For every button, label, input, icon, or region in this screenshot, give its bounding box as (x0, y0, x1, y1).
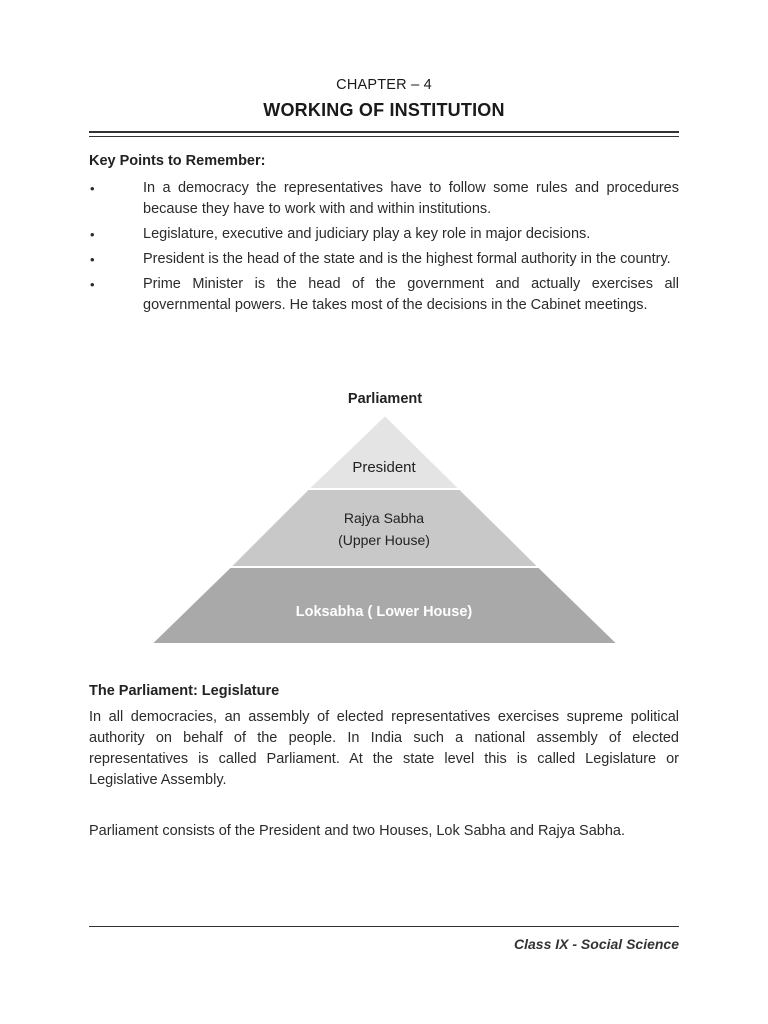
parliament-paragraph-2: Parliament consists of the President and two Houses, Lok Sabha and Rajya Sabha. (89, 823, 626, 839)
parliament-pyramid-diagram (140, 385, 630, 655)
chapter-title: WORKING OF INSTITUTION (263, 100, 505, 120)
bullet-icon: • (90, 277, 95, 292)
key-point-text: Prime Minister is the head of the government and actually exercises all governmental powers. He takes most of the decisions in the Cabinet meetings. (143, 276, 679, 313)
tier-label-lok-sabha: Loksabha ( Lower House) (295, 604, 473, 620)
key-point-item (89, 224, 679, 245)
bullet-icon: • (90, 227, 95, 242)
parliament-paragraph-1: In all democracies, an assembly of elected representatives exercises supreme political authority on behalf of the people. In India such a national assembly of elected representatives is called Parliament. At the state level this is called Legislature or Legislative Assembly. (89, 709, 679, 788)
header-rule-thin (89, 136, 679, 137)
pyramid-tier-president (308, 415, 460, 489)
chapter-number: CHAPTER – 4 (336, 77, 432, 93)
key-point-text: In a democracy the representatives have to follow some rules and procedures because they have to work with and within institutions. (143, 180, 679, 217)
key-point-text: Legislature, executive and judiciary play a key role in major decisions. (143, 226, 591, 242)
key-point-item (89, 178, 679, 220)
key-point-item (89, 274, 679, 316)
bullet-icon: • (90, 181, 95, 196)
pyramid-tier-rajya-sabha (230, 489, 539, 567)
diagram-title: Parliament (347, 391, 423, 407)
tier-label-president: President (352, 459, 416, 476)
bullet-icon: • (90, 252, 95, 267)
parliament-section-heading: The Parliament: Legislature (89, 683, 280, 699)
key-points-heading: Key Points to Remember: (89, 153, 266, 169)
footer-label: Class IX - Social Science (514, 936, 679, 952)
key-point-text: President is the head of the state and is the highest formal authority in the country. (143, 251, 671, 267)
footer-rule (89, 926, 679, 927)
key-point-item (89, 249, 679, 270)
header-rule-thick (89, 131, 679, 133)
tier-label-rajya-sabha: Rajya Sabha (343, 510, 425, 526)
tier-label-upper-house: (Upper House) (338, 532, 430, 548)
key-points-list (89, 178, 679, 320)
